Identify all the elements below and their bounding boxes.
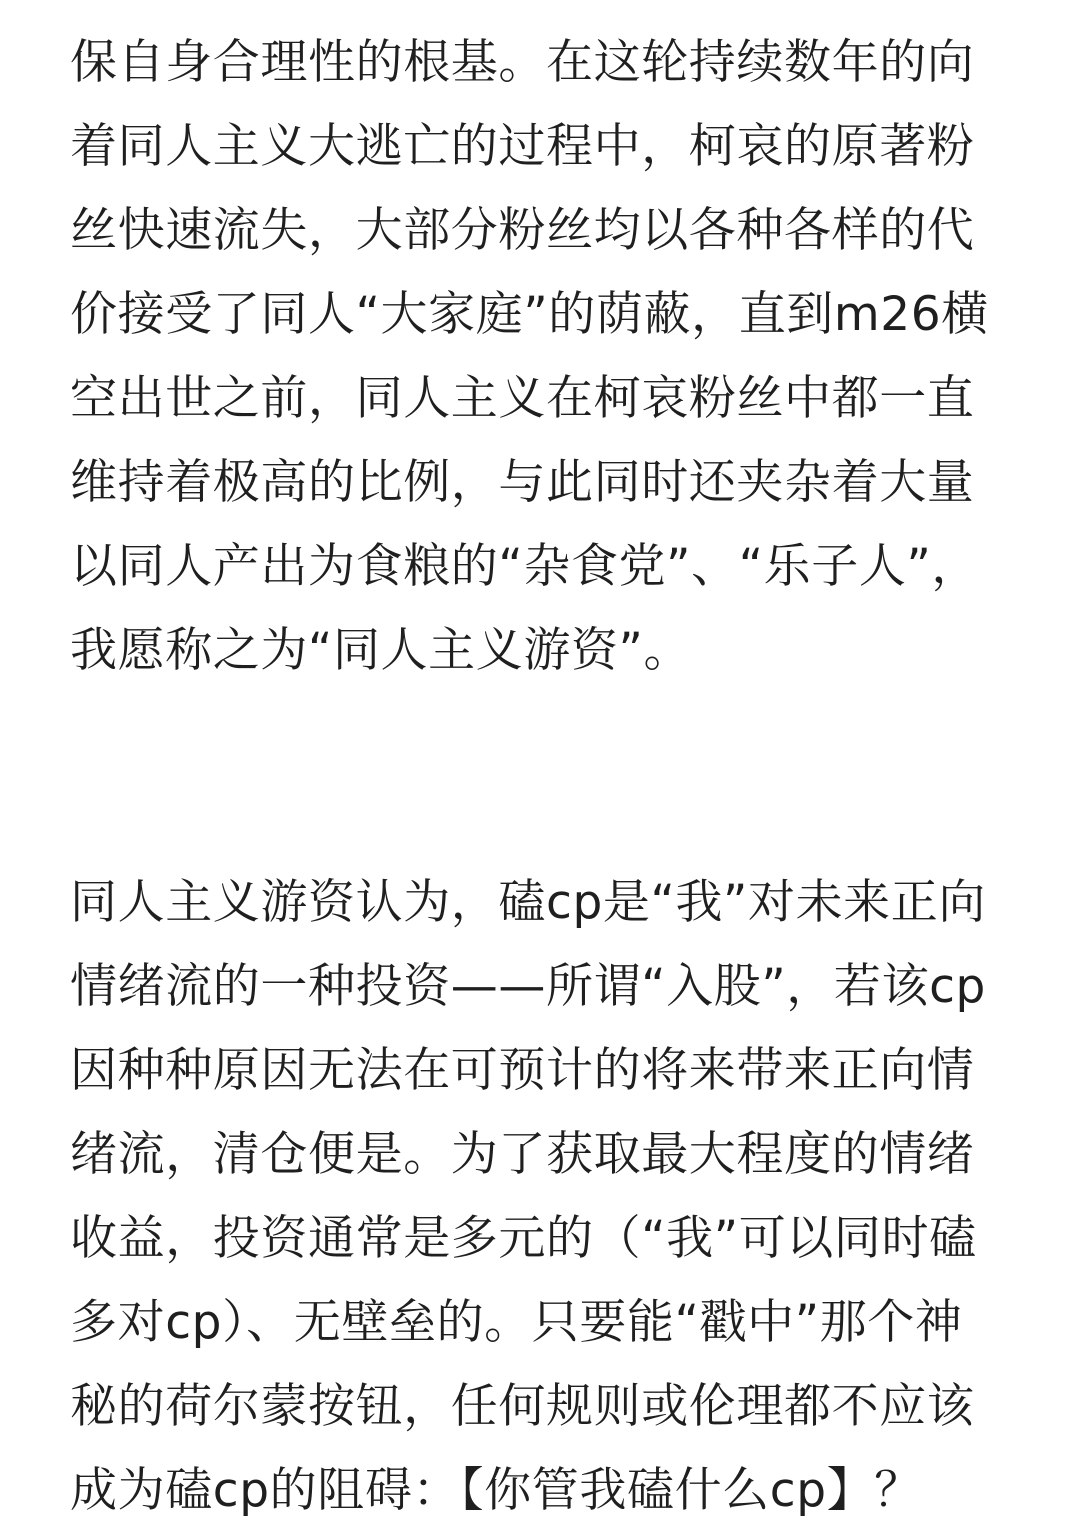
text-line: 多对cp）、无壁垒的。只要能“戳中”那个神 xyxy=(70,1295,963,1350)
paragraph-1 xyxy=(70,21,1020,693)
text-line: 成为磕cp的阻碍：【你管我磕什么cp】？ xyxy=(70,1463,922,1518)
text-line: 维持着极高的比例，与此同时还夹杂着大量 xyxy=(70,455,975,510)
text-line: 我愿称之为“同人主义游资”。 xyxy=(70,623,692,678)
article-body xyxy=(70,21,1020,1533)
text-line: 丝快速流失，大部分粉丝均以各种各样的代 xyxy=(70,203,975,258)
text-line: 以同人产出为食粮的“杂食党”、“乐子人”， xyxy=(70,539,979,594)
text-line: 着同人主义大逃亡的过程中，柯哀的原著粉 xyxy=(70,119,975,174)
text-line: 绪流，清仓便是。为了获取最大程度的情绪 xyxy=(70,1127,975,1182)
text-line: 空出世之前，同人主义在柯哀粉丝中都一直 xyxy=(70,371,975,426)
text-line: 保自身合理性的根基。在这轮持续数年的向 xyxy=(70,35,975,90)
text-line: 同人主义游资认为，磕cp是“我”对未来正向 xyxy=(70,875,986,930)
text-line: 因种种原因无法在可预计的将来带来正向情 xyxy=(70,1043,975,1098)
paragraph-2 xyxy=(70,861,1020,1533)
text-line: 情绪流的一种投资——所谓“入股”，若该cp xyxy=(70,959,986,1014)
text-line: 收益，投资通常是多元的（“我”可以同时磕 xyxy=(70,1211,977,1266)
paragraph-spacer xyxy=(70,693,1020,861)
text-line: 秘的荷尔蒙按钮，任何规则或伦理都不应该 xyxy=(70,1379,975,1434)
text-line: 价接受了同人“大家庭”的荫蔽，直到m26横 xyxy=(70,287,989,342)
